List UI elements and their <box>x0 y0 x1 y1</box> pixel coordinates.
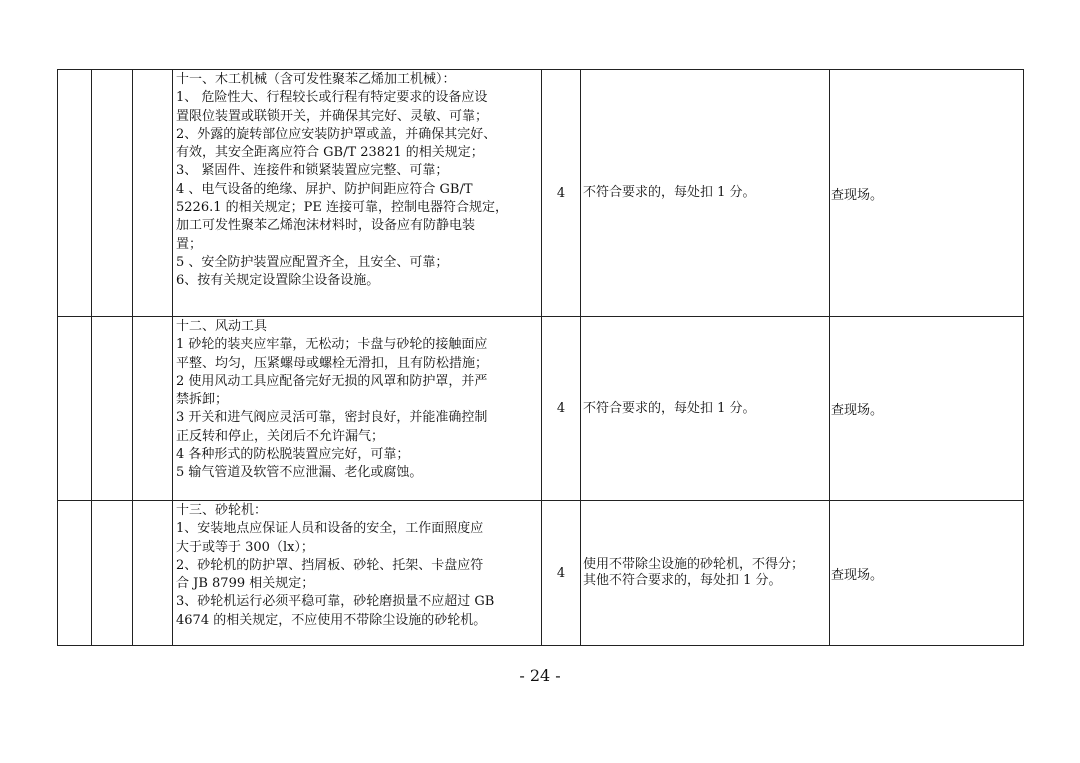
deduction-rule-line: 不符合要求的，每处扣 1 分。 <box>583 185 756 200</box>
requirement-line: 置； <box>176 236 203 252</box>
requirement-cell <box>173 317 542 501</box>
blank-cell <box>92 501 133 646</box>
check-method-cell: 查现场。 <box>830 70 1024 317</box>
requirement-line: 1、安装地点应保证人员和设备的安全，工作面照度应 <box>176 521 484 537</box>
requirement-line: 5 、安全防护装置应配置齐全，且安全、可靠； <box>176 254 449 270</box>
check-method-cell: 查现场。 <box>830 501 1024 646</box>
deduction-rule-line: 其他不符合要求的，每处扣 1 分。 <box>583 573 782 588</box>
table-row-pneumatic-tools <box>58 317 1024 501</box>
requirement-line: 合 JB 8799 相关规定； <box>176 576 315 592</box>
deduction-rule-cell <box>581 70 830 317</box>
blank-cell <box>58 70 92 317</box>
table-row-woodworking <box>58 70 1024 317</box>
page-number: - 24 - <box>519 666 561 685</box>
requirement-line: 禁拆卸； <box>176 392 229 408</box>
deduction-rule-cell <box>581 501 830 646</box>
requirement-line: 3、砂轮机运行必须平稳可靠，砂轮磨损量不应超过 GB <box>176 594 495 610</box>
requirement-line: 6、按有关规定设置除尘设备设施。 <box>176 273 380 289</box>
blank-cell <box>133 501 173 646</box>
requirement-line: 4 各种形式的防松脱装置应完好，可靠； <box>176 447 410 463</box>
requirement-line: 正反转和停止，关闭后不允许漏气； <box>176 428 385 444</box>
deduction-rule-cell <box>581 317 830 501</box>
requirement-line: 十二、风动工具 <box>176 319 268 334</box>
blank-cell <box>92 70 133 317</box>
requirement-line: 加工可发性聚苯乙烯泡沫材料时，设备应有防静电装 <box>176 218 476 234</box>
requirement-line: 置限位装置或联锁开关，并确保其完好、灵敏、可靠； <box>176 108 489 124</box>
deduction-rule-line: 使用不带除尘设施的砂轮机，不得分； <box>583 557 805 572</box>
requirement-line: 4 、电气设备的绝缘、屏护、防护间距应符合 GB/T <box>176 181 473 197</box>
score-cell: 4 <box>542 70 581 317</box>
requirement-line: 1、 危险性大、行程较长或行程有特定要求的设备应设 <box>176 90 488 106</box>
requirement-line: 有效，其安全距离应符合 GB/T 23821 的相关规定； <box>176 145 484 161</box>
deduction-rule-line: 不符合要求的，每处扣 1 分。 <box>583 400 756 416</box>
requirement-line: 2 使用风动工具应配备完好无损的风罩和防护罩，并严 <box>176 373 488 389</box>
requirement-line: 2、外露的旋转部位应安装防护罩或盖，并确保其完好、 <box>176 126 497 142</box>
requirement-line: 4674 的相关规定，不应使用不带除尘设施的砂轮机。 <box>176 612 487 628</box>
table-row-grinding-machine <box>58 501 1024 646</box>
requirement-line: 5226.1 的相关规定；PE 连接可靠，控制电器符合规定， <box>176 200 508 216</box>
blank-cell <box>58 317 92 501</box>
requirement-line: 5 输气管道及软管不应泄漏、老化或腐蚀。 <box>176 465 423 481</box>
blank-cell <box>92 317 133 501</box>
requirement-line: 3、 紧固件、连接件和锁紧装置应完整、可靠； <box>176 163 449 179</box>
requirement-line: 2、砂轮机的防护罩、挡屑板、砂轮、托架、卡盘应符 <box>176 557 484 573</box>
blank-cell <box>58 501 92 646</box>
requirement-cell <box>173 70 542 317</box>
check-method-cell: 查现场。 <box>830 317 1024 501</box>
requirement-line: 十三、砂轮机： <box>176 503 268 518</box>
inspection-table <box>57 69 1024 646</box>
requirement-line: 3 开关和进气阀应灵活可靠，密封良好，并能准确控制 <box>176 410 488 426</box>
blank-cell <box>133 70 173 317</box>
requirement-line: 1 砂轮的装夹应牢靠，无松动；卡盘与砂轮的接触面应 <box>176 337 488 353</box>
blank-cell <box>133 317 173 501</box>
score-cell: 4 <box>542 501 581 646</box>
requirement-line: 大于或等于 300（lx）； <box>176 539 314 555</box>
requirement-line: 平整、均匀，压紧螺母或螺栓无滑扣，且有防松措施； <box>176 355 489 371</box>
score-cell: 4 <box>542 317 581 501</box>
requirement-cell <box>173 501 542 646</box>
requirement-line: 十一、木工机械（含可发性聚苯乙烯加工机械）： <box>176 72 456 87</box>
